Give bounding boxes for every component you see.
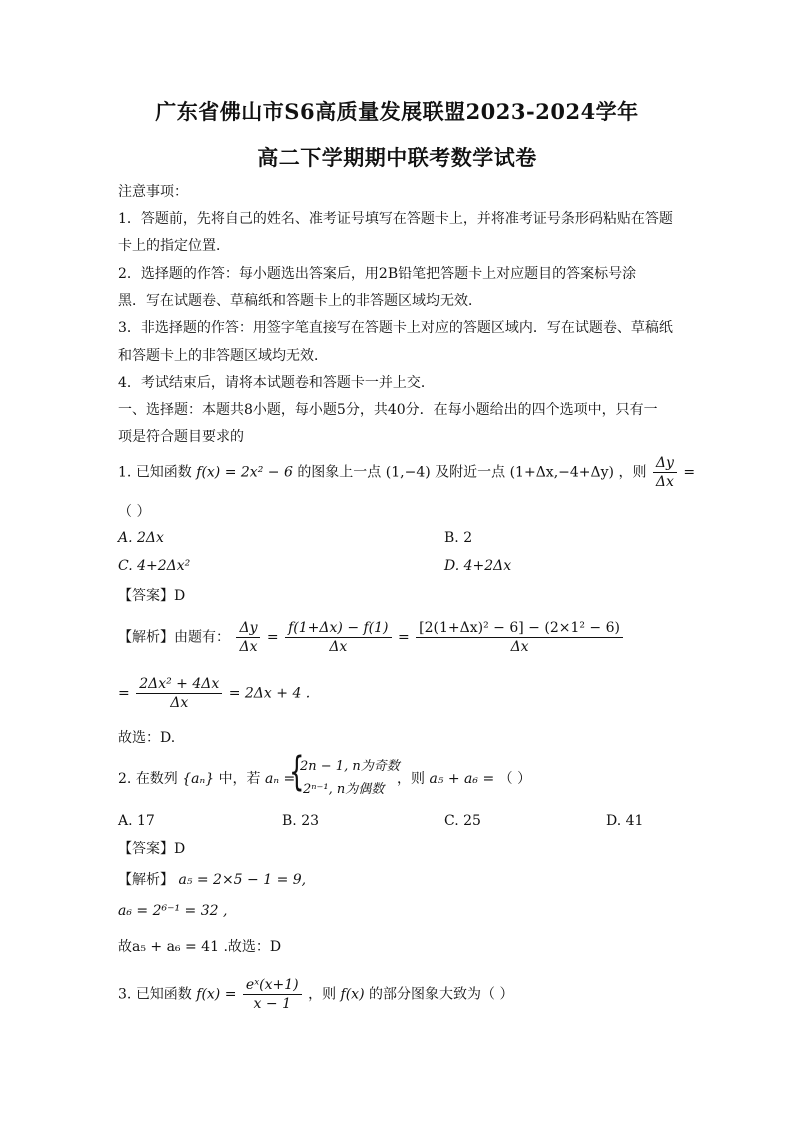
- q2-ask: a₅ + a₆ =: [429, 771, 495, 787]
- q1-analysis-tail: = 2Δx + 4 .: [228, 685, 311, 702]
- q2-analysis-label: 【解析】: [118, 872, 174, 888]
- q1-answer: 【答案】D: [118, 588, 186, 604]
- q3-fraction: [243, 977, 302, 1012]
- q1-a-f2-den: Δx: [329, 639, 348, 655]
- q3-fx2: f(x): [340, 986, 365, 1003]
- notice-item-1a: 1．答题前，先将自己的姓名、准考证号填写在答题卡上，并将准考证号条形码粘贴在答题: [118, 211, 673, 227]
- question-2: [118, 768, 295, 788]
- page-subtitle: 高二下学期期中联考数学试卷: [257, 145, 537, 170]
- notice-item-3b: 和答题卡上的非答题区域均无效．: [118, 348, 328, 364]
- question-3: [118, 977, 513, 1012]
- notice-item-4: 4．考试结束后，请将本试题卷和答题卡一并上交．: [118, 375, 435, 391]
- notice-item-2b: 黑．写在试题卷、草稿纸和答题卡上的非答题区域均无效．: [118, 293, 482, 309]
- q2-answer: 【答案】D: [118, 841, 186, 857]
- q1-text2: 的图象上一点: [297, 464, 382, 481]
- notice-heading: 注意事项：: [118, 184, 188, 200]
- q1-option-d: D. 4+2Δx: [444, 558, 512, 574]
- page-title: 广东省佛山市S6高质量发展联盟2023-2024学年: [155, 99, 639, 124]
- q1-option-b: B. 2: [444, 530, 473, 546]
- q1-point2: (1+Δx,−4+Δy): [509, 464, 614, 481]
- q2-step2: a₆ = 2⁶⁻¹ = 32 ,: [118, 903, 228, 919]
- q1-text1: 已知函数: [135, 464, 192, 481]
- q2-number: 2.: [118, 771, 132, 787]
- section-heading-line1: 一、选择题：本题共8小题，每小题5分，共40分．在每小题给出的四个选项中，只有一: [118, 402, 658, 418]
- question-1: [118, 455, 695, 490]
- notice-item-2a: 2．选择题的作答：每小题选出答案后，用2B铅笔把答题卡上对应题目的答案标号涂: [118, 266, 637, 282]
- q1-analysis: 【解析】由题有： $\frac{\Delta y}{\Delta x}$ = $\frac{f(1+\Delta x) - f(1)}{\Delta x}$ = $\frac{\text{[2(1+Δx)² − 6] − (2×1² − 6)}}{\Delta x}$: [118, 620, 625, 655]
- q1-a-f2-num: f(1+Δx) − f(1): [285, 620, 391, 638]
- q2-case1: 2n − 1, n为奇数: [300, 759, 400, 774]
- q1-conclusion: 故选：D.: [118, 730, 176, 746]
- q1-analysis-frac2: [285, 620, 391, 655]
- q1-equals: =: [683, 464, 696, 481]
- q2-ask-line: [397, 768, 531, 788]
- q2-sequence: {aₙ}: [182, 771, 215, 787]
- section-heading-line2: 项是符合题目要求的: [118, 429, 244, 445]
- q1-a-f4-num: 2Δx² + 4Δx: [136, 676, 222, 694]
- q2-analysis: [118, 869, 306, 889]
- q1-function: f(x) = 2x² − 6: [196, 464, 293, 481]
- q1-frac-num: Δy: [653, 455, 677, 473]
- q1-fraction: [653, 455, 677, 490]
- q2-case2: 2ⁿ⁻¹, n为偶数: [303, 782, 385, 797]
- q3-text2: ，则: [308, 986, 337, 1003]
- q1-a-f1-den: Δx: [239, 639, 258, 655]
- q1-option-c: C. 4+2Δx²: [118, 558, 191, 574]
- q1-analysis-frac3: [416, 620, 623, 655]
- q2-brace: {: [289, 749, 305, 795]
- q1-frac-den: Δx: [655, 474, 674, 490]
- q2-step3: 故a₅ + a₆ = 41 .故选：D: [118, 939, 282, 955]
- q1-option-a: A. 2Δx: [118, 530, 164, 546]
- q3-fx: f(x) =: [196, 986, 237, 1003]
- q3-frac-num: eˣ(x+1): [243, 977, 302, 995]
- q2-an: aₙ =: [265, 771, 296, 787]
- q1-a-f4-den: Δx: [170, 695, 189, 711]
- q1-a-f3-num: [2(1+Δx)² − 6] − (2×1² − 6): [416, 620, 623, 638]
- q2-text1: 在数列: [135, 771, 178, 787]
- q1-analysis-frac4: [136, 676, 222, 711]
- q1-text3: 及附近一点: [435, 464, 506, 481]
- q1-number: 1.: [118, 464, 132, 481]
- q1-a-f3-den: Δx: [510, 639, 529, 655]
- q3-number: 3.: [118, 986, 132, 1003]
- q3-frac-den: x − 1: [253, 996, 291, 1012]
- q1-a-f1-num: Δy: [236, 620, 260, 638]
- q2-paren: （ ）: [498, 771, 532, 787]
- q2-option-b: B. 23: [282, 813, 320, 829]
- q3-text1: 已知函数: [135, 986, 192, 1003]
- q1-analysis-label: 【解析】由题有：: [118, 629, 230, 646]
- q1-text4: ，则: [618, 464, 647, 481]
- q2-step1: a₅ = 2×5 − 1 = 9,: [178, 872, 307, 888]
- q3-text3: 的部分图象大致为（ ）: [369, 986, 514, 1003]
- q2-text3: ，则: [397, 771, 425, 787]
- q1-point1: (1,−4): [385, 464, 431, 481]
- q2-option-a: A. 17: [118, 813, 155, 829]
- notice-item-1b: 卡上的指定位置．: [118, 238, 230, 254]
- q2-text2: 中，若: [218, 771, 261, 787]
- notice-item-3a: 3．非选择题的作答：用签字笔直接写在答题卡上对应的答题区域内．写在试题卷、草稿纸: [118, 320, 673, 336]
- q1-analysis-line2: = $\frac{\text{2Δx² + 4Δx}}{\Delta x}$ = 2Δx + 4 .: [118, 676, 311, 711]
- q2-option-d: D. 41: [606, 813, 644, 829]
- q1-analysis-frac1: [236, 620, 260, 655]
- q2-option-c: C. 25: [444, 813, 481, 829]
- q1-paren: （ ）: [118, 504, 151, 520]
